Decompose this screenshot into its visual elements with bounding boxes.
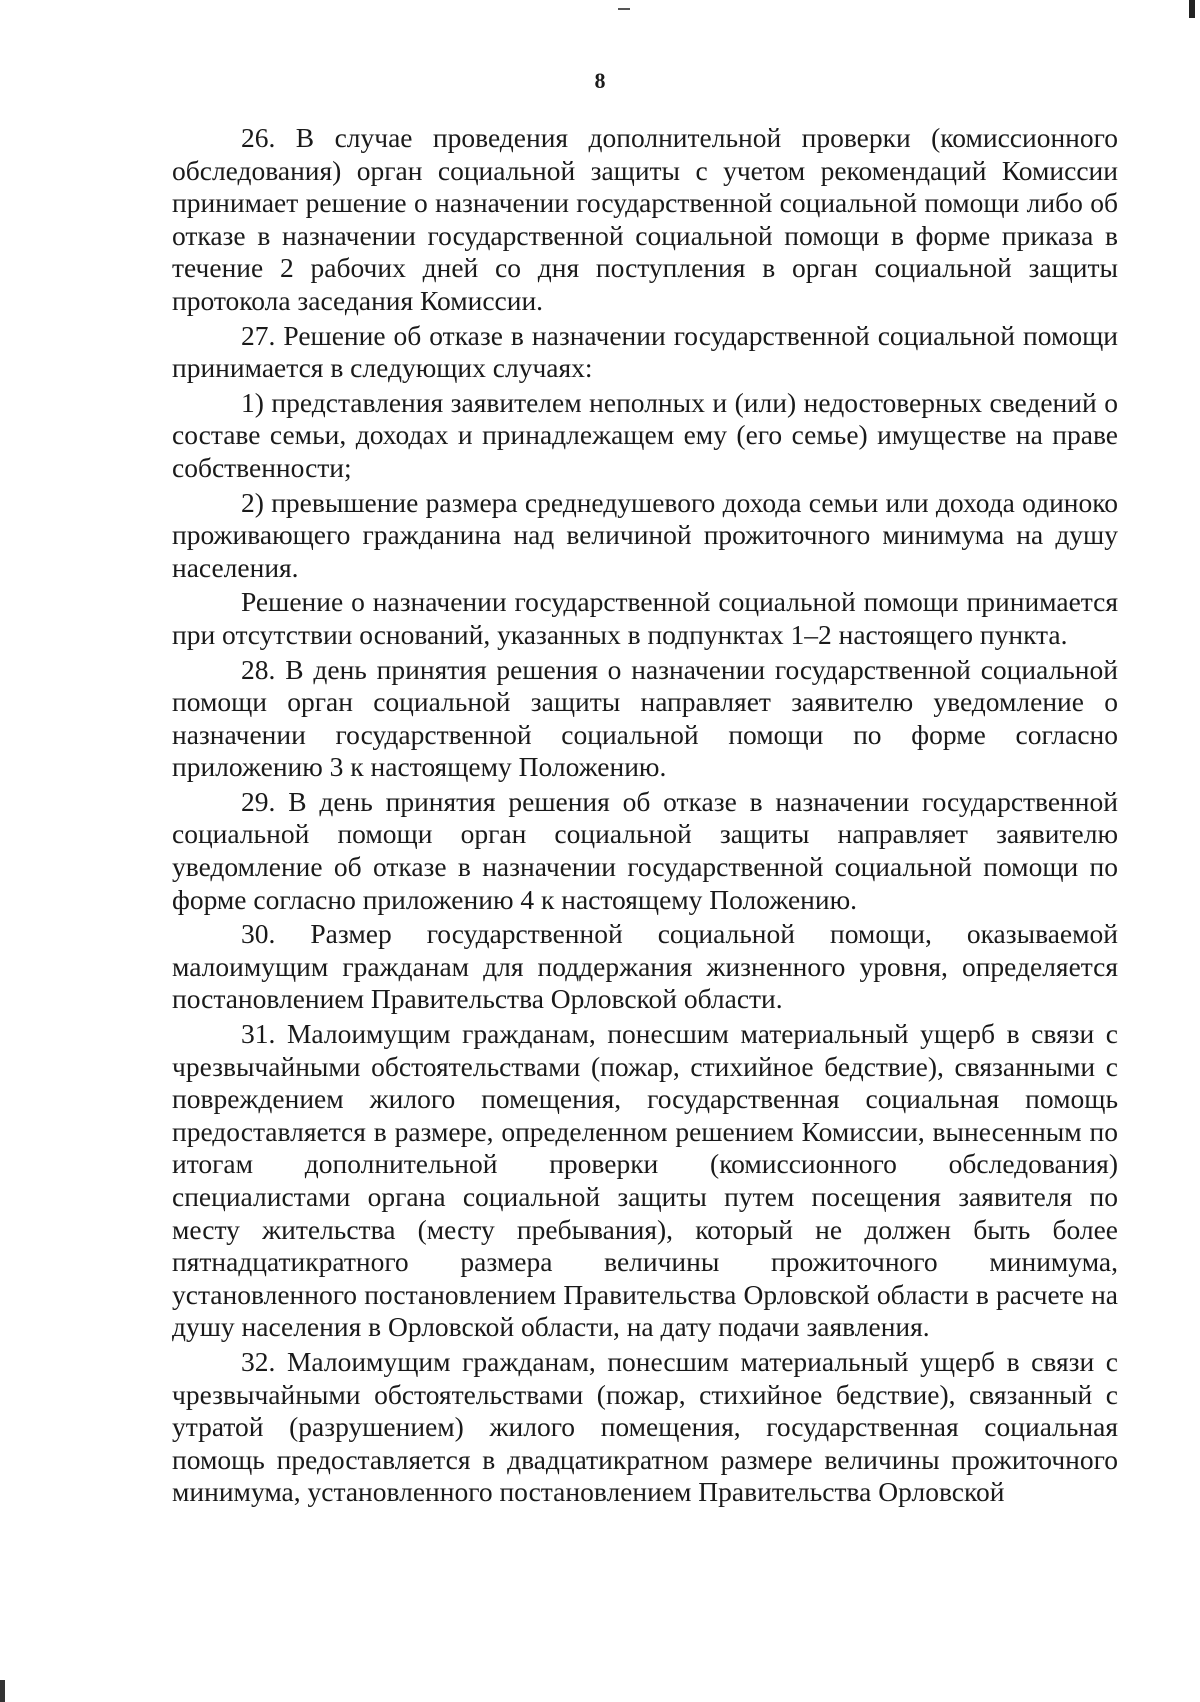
paragraph-28: 28. В день принятия решения о назначении государственной социальной помощи орган социальной защиты направляет заявителю уведомление о назначении государственной социальной помощи по форме согласно приложению 3 к настоящему Положению.	[172, 653, 1118, 783]
scan-mark-top	[618, 8, 630, 10]
paragraph-27-decision: Решение о назначении государственной социальной помощи принимается при отсутствии оснований, указанных в подпунктах 1–2 настоящего пункта.	[172, 586, 1118, 650]
paragraph-29: 29. В день принятия решения об отказе в назначении государственной социальной помощи орган социальной защиты направляет заявителю уведомление об отказе в назначении государственной социальной помощи по форме согласно приложению 4 к настоящему Положению.	[172, 785, 1118, 915]
document-body	[172, 122, 1118, 1511]
paragraph-32: 32. Малоимущим гражданам, понесшим материальный ущерб в связи с чрезвычайными обстоятельствами (пожар, стихийное бедствие), связанный с утратой (разрушением) жилого помещения, государственная социальная помощь предоставляется в двадцатикратном размере величины прожиточного минимума, установленного постановлением Правительства Орловской	[172, 1345, 1118, 1508]
paragraph-27-item-2: 2) превышение размера среднедушевого дохода семьи или дохода одиноко проживающего гражданина над величиной прожиточного минимума на душу населения.	[172, 486, 1118, 583]
paragraph-27: 27. Решение об отказе в назначении государственной социальной помощи принимается в следующих случаях:	[172, 319, 1118, 384]
paragraph-30: 30. Размер государственной социальной помощи, оказываемой малоимущим гражданам для поддержания жизненного уровня, определяется постановлением Правительства Орловской области.	[172, 918, 1118, 1015]
paragraph-31: 31. Малоимущим гражданам, понесшим материальный ущерб в связи с чрезвычайными обстоятельствами (пожар, стихийное бедствие), связанными с повреждением жилого помещения, государственная социальная помощь предоставляется в размере, определенном решением Комиссии, вынесенным по итогам дополнительной проверки (комиссионного обследования) специалистами органа социальной защиты путем посещения заявителя по месту жительства (месту пребывания), который не должен быть более пятнадцатикратного размера величины прожиточного минимума, установленного постановлением Правительства Орловской области в расчете на душу населения в Орловской области, на дату подачи заявления.	[172, 1018, 1118, 1343]
scan-mark-right	[1189, 0, 1195, 18]
scan-mark-bottom	[0, 1680, 5, 1702]
page-number: 8	[594, 68, 606, 93]
paragraph-27-item-1: 1) представления заявителем неполных и (или) недостоверных сведений о составе семьи, доходах и принадлежащем ему (его семье) имуществе на праве собственности;	[172, 386, 1118, 483]
paragraph-26: 26. В случае проведения дополнительной проверки (комиссионного обследования) орган социальной защиты с учетом рекомендаций Комиссии принимает решение о назначении государственной социальной помощи либо об отказе в назначении государственной социальной помощи в форме приказа в течение 2 рабочих дней со дня поступления в орган социальной защиты протокола заседания Комиссии.	[172, 122, 1118, 316]
